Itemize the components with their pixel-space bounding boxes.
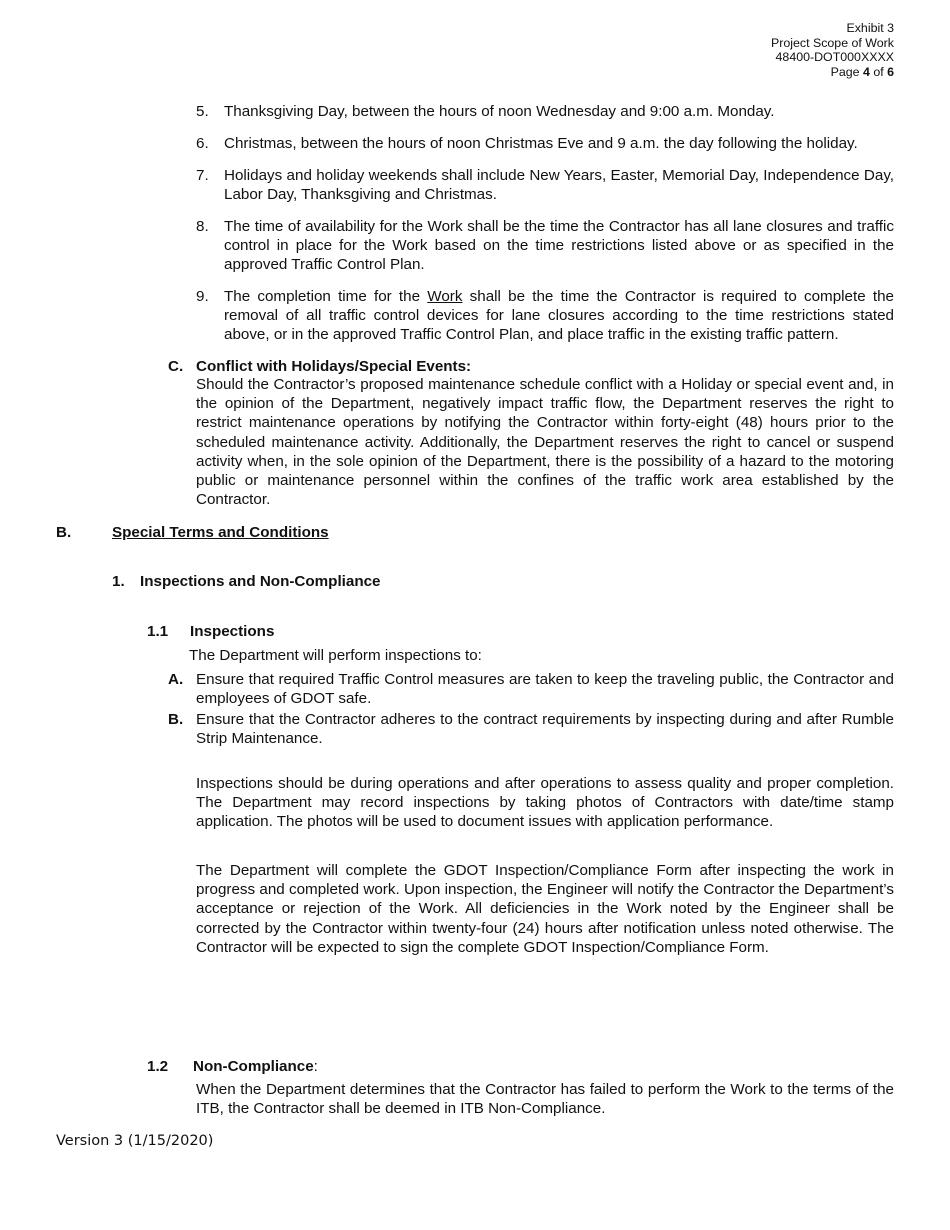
list-item-text: Thanksgiving Day, between the hours of noon Wednesday and 9:00 a.m. Monday. <box>224 103 775 120</box>
header-title: Project Scope of Work <box>770 35 894 50</box>
section-label: B. <box>56 524 72 541</box>
heading-number: 1. <box>112 573 125 590</box>
subsection-title: Conflict with Holidays/Special Events: <box>196 358 472 375</box>
section-title: Special Terms and Conditions <box>112 524 329 541</box>
compliance-form-paragraph: The Department will complete the GDOT Inspection/Compliance Form after inspecting the work in progress and completed work. Upon inspection, the Engineer will notify the Contractor the Department’s acceptance or rejection of the Work. All deficiencies in the Work noted by the Engineer shall be corrected by the Contractor within twenty-four (24) hours after notification unless noted otherwise. The Contractor will be expected to sign the complete GDOT Inspection/Compliance Form. <box>196 862 894 956</box>
sub-item-text: Ensure that required Traffic Control measures are taken to keep the traveling public, the Contractor and employees of GDOT safe. <box>196 671 894 708</box>
underlined-term-work: Work <box>427 288 463 305</box>
sub-item-text: Ensure that the Contractor adheres to the contract requirements by inspecting during and after Rumble Strip Maintenance. <box>196 711 894 748</box>
list-item-text: The completion time for the Work shall be the time the Contractor is required to complete the removal of all traffic control devices for lane closures according to the time restrictions stated above, or in the approved Traffic Control Plan, and place traffic in the existing traffic pattern. <box>224 288 894 344</box>
subheading-number: 1.1 <box>147 623 169 640</box>
subsection-label: C. <box>168 358 184 375</box>
list-item-number: 8. <box>196 218 209 235</box>
inspections-paragraph: Inspections should be during operations and after operations to assess quality and proper completion. The Department may record inspections by taking photos of Contractors with date/time stamp application. The photos will be used to document issues with application performance. <box>196 775 894 831</box>
list-item-text: The time of availability for the Work shall be the time the Contractor has all lane closures and traffic control in place for the Work based on the time restrictions listed above or as specified in the approved Traffic Control Plan. <box>224 218 894 274</box>
header-exhibit: Exhibit 3 <box>846 21 894 35</box>
conflict-paragraph: Should the Contractor’s proposed maintenance schedule conflict with a Holiday or special event and, in the opinion of the Department, negatively impact traffic flow, the Department reserves the right to restrict maintenance operations by notifying the Contractor within forty-eight (48) hours prior to the scheduled maintenance activity. Additionally, the Department reserves the right to cancel or suspend activity when, in the sole opinion of the Department, there is the possibility of a hazard to the motoring public or maintenance personnel within the confines of the traffic work area established by the Contractor. <box>196 376 894 509</box>
sub-item-label: B. <box>168 711 184 728</box>
header-page-number: Page 4 of 6 <box>830 64 894 79</box>
subheading-title: Inspections <box>190 623 275 640</box>
sub-item-label: A. <box>168 671 184 688</box>
list-item-number: 6. <box>196 135 209 152</box>
header-contract-number: 48400-DOT000XXXX <box>775 50 894 65</box>
inspections-intro: The Department will perform inspections to: <box>189 647 482 664</box>
list-item-number: 5. <box>196 103 209 120</box>
heading-title: Inspections and Non-Compliance <box>140 573 381 590</box>
page-header <box>771 21 894 79</box>
list-item-number: 7. <box>196 167 209 184</box>
list-item-text: Holidays and holiday weekends shall include New Years, Easter, Memorial Day, Independence Day, Labor Day, Thanksgiving and Christmas. <box>224 167 894 204</box>
version-footer: Version 3 (1/15/2020) <box>56 1133 214 1149</box>
subheading-title: Non-Compliance: <box>193 1058 318 1075</box>
noncompliance-paragraph: When the Department determines that the Contractor has failed to perform the Work to the terms of the ITB, the Contractor shall be deemed in ITB Non-Compliance. <box>196 1081 894 1118</box>
list-item-text: Christmas, between the hours of noon Christmas Eve and 9 a.m. the day following the holiday. <box>224 135 858 152</box>
subheading-number: 1.2 <box>147 1058 169 1075</box>
list-item-number: 9. <box>196 288 209 305</box>
